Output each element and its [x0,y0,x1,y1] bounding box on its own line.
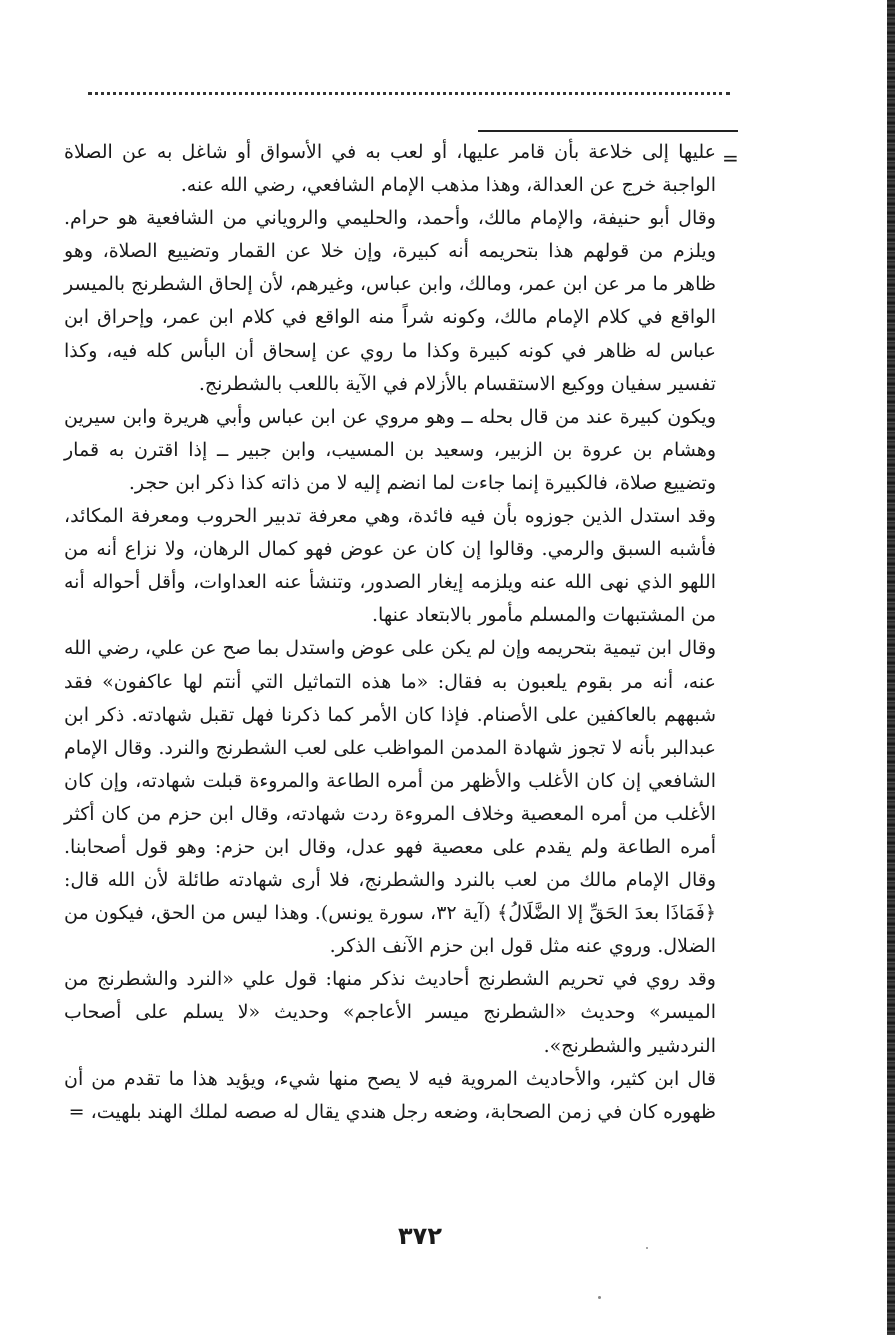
footnote-paragraph: عليها إلى خلاعة بأن قامر عليها، أو لعب به في الأسواق أو شاغل به عن الصلاة الواجبة خرج عن العدالة، وهذا مذهب الإمام الشافعي، رضي الله عنه. [64,141,716,197]
footnote-paragraph: وقد روي في تحريم الشطرنج أحاديث نذكر منها: قول علي «النرد والشطرنج من الميسر» وحديث «الشطرنج ميسر الأعاجم» وحديث «لا يسلم على أصحاب النردشير والشطرنج». [64,968,716,1057]
footnote-text [64,136,716,1129]
footnote-continuation-mark: = [722,146,739,170]
footnote-paragraph: وقد استدل الذين جوزوه بأن فيه فائدة، وهي معرفة تدبير الحروب ومعرفة المكائد، فأشبه السبق والرمي. وقالوا إن كان عن عوض فهو كمال الرهان، ولا نزاع أنه من اللهو الذي نهى الله عنه ويلزمه إيغار الصدور، وتنشأ عنه العداوات، وأقل أحواله أنه من المشتبهات والمسلم مأمور بالابتعاد عنها. [64,505,716,627]
footnote-paragraph: وقال أبو حنيفة، والإمام مالك، وأحمد، والحليمي والروياني من الشافعية هو حرام. ويلزم من قولهم هذا بتحريمه أنه كبيرة، وإن خلا عن القمار وتضييع الصلاة، وهو ظاهر ما مر عن ابن عمر، ومالك، وابن عباس، وغيرهم، لأن إلحاق الشطرنج بالميسر الواقع في كلام الإمام مالك، وكونه شراً منه الواقع في كلام ابن عمر، وإحراق ابن عباس له ظاهر في كونه كبيرة وكذا ما روي عن إسحاق أن البأس كله فيه، وكذا تفسير سفيان ووكيع الاستقسام بالأزلام في الآية باللعب بالشطرنج. [64,207,716,395]
scan-speck [598,1296,601,1299]
page-binding-edge [887,0,895,1335]
scan-speck [646,1247,648,1249]
page-number: ٣٧٢ [398,1222,442,1250]
footnote-separator-line [478,130,738,132]
dotted-separator [88,92,730,99]
footnote-paragraph: ويكون كبيرة عند من قال بحله ــ وهو مروي عن ابن عباس وأبي هريرة وابن سيرين وهشام بن عروة بن الزبير، وسعيد بن المسيب، وابن جبير ــ إذا اقترن به قمار وتضييع صلاة، فالكبيرة إنما جاءت لما انضم إليه لا من ذاته كذا ذكر ابن حجر. [64,405,716,494]
footnote-paragraph: وقال ابن تيمية بتحريمه وإن لم يكن على عوض واستدل بما صح عن علي، رضي الله عنه، أنه مر بقوم يلعبون به فقال: «ما هذه التماثيل التي أنتم لها عاكفون» فقد شبههم بالعاكفين على الأصنام. فإذا كان الأمر كما ذكرنا فهل تقبل شهادته. ذكر ابن عبدالبر بأنه لا تجوز شهادة المدمن المواظب على لعب الشطرنج والنرد. وقال الإمام الشافعي إن كان الأغلب والأظهر من أمره الطاعة والمروءة قبلت شهادته، وإن كان الأغلب من أمره المعصية وخلاف المروءة ردت شهادته، وقال ابن حزم من كان أكثر أمره الطاعة ولم يقدم على معصية فهو عدل، وقال ابن حزم: وهو قول أصحابنا. وقال الإمام مالك من لعب بالنرد والشطرنج، فلا أرى شهادته طائلة لأن الله قال: ﴿فَمَاذَا بعدَ الحَقِّ إلا الضَّلَالُ﴾ (آية ٣٢، سورة يونس). وهذا ليس من الحق، فيكون من الضلال. وروي عنه مثل قول ابن حزم الآنف الذكر. [64,637,717,958]
footnote-paragraph: قال ابن كثير، والأحاديث المروية فيه لا يصح منها شيء، ويؤيد هذا ما تقدم من أن ظهوره كان في زمن الصحابة، وضعه رجل هندي يقال له صصه لملك الهند بلهيت، = [64,1067,716,1123]
